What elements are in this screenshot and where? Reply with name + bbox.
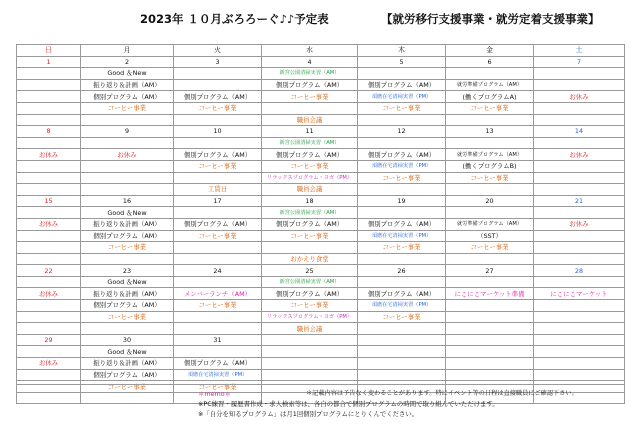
date-row — [17, 195, 625, 207]
event-cell — [534, 358, 625, 370]
event-cell: コーヒー事業 — [446, 172, 534, 184]
event-cell: 振り返り＆計画（AM） — [81, 218, 174, 230]
event-cell: 個別プログラム（AM） — [262, 218, 358, 230]
weekday-fri: 金 — [446, 45, 534, 57]
event-cell — [534, 207, 625, 219]
event-cell: コーヒー事業 — [446, 242, 534, 254]
event-cell — [534, 346, 625, 358]
event-cell: コーヒー事業 — [174, 300, 262, 312]
event-cell — [534, 137, 625, 149]
date-cell: 31 — [174, 334, 262, 346]
event-cell: リラックスプログラム・ヨガ（PM） — [262, 311, 358, 323]
calendar-table — [16, 44, 625, 404]
event-cell — [446, 253, 534, 265]
memo-note-3: ※「自分を知るプログラム」は月1回個別プログラムにとりくんでください。 — [198, 410, 419, 418]
date-row — [17, 126, 625, 138]
date-cell: 18 — [262, 195, 358, 207]
date-cell — [534, 334, 625, 346]
event-cell: 職員会議 — [262, 323, 358, 335]
event-cell — [534, 102, 625, 114]
event-row — [17, 137, 625, 149]
event-cell: Good ＆New — [81, 276, 174, 288]
weekday-tue: 火 — [174, 45, 262, 57]
event-cell: お休み — [17, 288, 81, 300]
date-row — [17, 56, 625, 68]
event-cell: 個別プログラム（AM） — [81, 91, 174, 103]
event-cell: 個別プログラム（AM） — [262, 149, 358, 161]
event-cell: 須磨在宅清掃実習（PM） — [174, 369, 262, 381]
event-cell — [174, 79, 262, 91]
title-right: 【就労移行支援事業・就労定着支援事業】 — [381, 12, 600, 26]
date-cell: 24 — [174, 265, 262, 277]
event-row — [17, 276, 625, 288]
event-cell: コーヒー事業 — [358, 172, 446, 184]
memo-note-2: ※PC練習・履歴書作成・求人検索等は、各自の都合で個別プログラムの時間で取り組んでいただけます。 — [198, 400, 499, 408]
event-cell: 個別プログラム（AM） — [174, 358, 262, 370]
event-cell — [358, 207, 446, 219]
event-cell — [534, 172, 625, 184]
event-cell — [446, 114, 534, 126]
date-cell: 30 — [81, 334, 174, 346]
event-cell — [81, 160, 174, 172]
event-cell: 須磨在宅清掃実習（PM） — [358, 230, 446, 242]
event-cell: 個別プログラム（AM） — [358, 149, 446, 161]
title-left: 2023年 １０月ぶろろーぐ♪♪予定表 — [140, 12, 329, 26]
event-row — [17, 288, 625, 300]
event-cell — [174, 346, 262, 358]
event-cell: お休み — [17, 218, 81, 230]
event-cell: 就労準備プログラム（AM） — [446, 79, 534, 91]
date-cell: 20 — [446, 195, 534, 207]
memo-title: ＊memo＊ — [198, 390, 232, 398]
event-cell: コーヒー事業 — [262, 91, 358, 103]
date-row — [17, 265, 625, 277]
event-cell: リラックスプログラム・ヨガ（PM） — [262, 172, 358, 184]
date-cell: 3 — [174, 56, 262, 68]
event-row — [17, 358, 625, 370]
event-cell: お休み — [17, 149, 81, 161]
event-cell — [262, 102, 358, 114]
date-cell: 7 — [534, 56, 625, 68]
event-cell — [17, 184, 81, 196]
event-row — [17, 369, 625, 381]
event-cell — [262, 358, 358, 370]
event-cell: コーヒー事業 — [174, 381, 262, 393]
event-cell — [358, 114, 446, 126]
event-cell — [534, 300, 625, 312]
weekday-wed: 水 — [262, 45, 358, 57]
event-cell: コーヒー事業 — [81, 311, 174, 323]
event-cell — [262, 242, 358, 254]
event-cell: コーヒー事業 — [262, 160, 358, 172]
event-cell — [446, 311, 534, 323]
event-cell: Good ＆New — [81, 68, 174, 80]
event-cell — [174, 253, 262, 265]
event-cell: 個別プログラム（AM） — [174, 218, 262, 230]
date-cell: 25 — [262, 265, 358, 277]
date-cell — [358, 334, 446, 346]
event-row — [17, 114, 625, 126]
event-cell — [174, 172, 262, 184]
event-cell: コーヒー事業 — [174, 230, 262, 242]
event-cell — [17, 102, 81, 114]
date-cell — [262, 334, 358, 346]
event-cell: 個別プログラム（AM） — [358, 218, 446, 230]
event-cell: 就労準備プログラム（AM） — [446, 218, 534, 230]
date-cell: 4 — [262, 56, 358, 68]
event-cell — [174, 114, 262, 126]
event-row — [17, 253, 625, 265]
date-cell: 13 — [446, 126, 534, 138]
date-cell: 5 — [358, 56, 446, 68]
event-cell: 須磨在宅清掃実習（PM） — [358, 300, 446, 312]
event-cell: コーヒー事業 — [358, 311, 446, 323]
event-cell: にこにこマーケット準備 — [446, 288, 534, 300]
event-cell: （SST） — [446, 230, 534, 242]
date-cell: 2 — [81, 56, 174, 68]
event-cell — [534, 323, 625, 335]
event-cell — [358, 184, 446, 196]
event-cell — [534, 242, 625, 254]
event-cell — [81, 253, 174, 265]
event-cell — [17, 323, 81, 335]
event-cell: 振り返り＆計画（AM） — [81, 79, 174, 91]
date-cell: 19 — [358, 195, 446, 207]
event-cell — [262, 369, 358, 381]
event-cell: 個別プログラム（AM） — [81, 300, 174, 312]
event-cell — [81, 323, 174, 335]
event-row — [17, 207, 625, 219]
event-row — [17, 346, 625, 358]
date-cell: 14 — [534, 126, 625, 138]
event-cell: お休み — [534, 218, 625, 230]
event-cell: 新宮公園清掃実習（AM） — [262, 68, 358, 80]
event-row — [17, 68, 625, 80]
event-cell — [446, 300, 534, 312]
event-cell — [534, 311, 625, 323]
event-row — [17, 160, 625, 172]
event-row — [17, 311, 625, 323]
weekday-sat: 土 — [534, 45, 625, 57]
event-cell: お休み — [534, 149, 625, 161]
date-row — [17, 334, 625, 346]
event-cell: コーヒー事業 — [262, 230, 358, 242]
event-cell: 工賃日 — [174, 184, 262, 196]
date-cell: 16 — [81, 195, 174, 207]
date-cell — [446, 334, 534, 346]
event-row — [17, 230, 625, 242]
event-row — [17, 79, 625, 91]
event-cell: 個別プログラム（AM） — [358, 79, 446, 91]
event-cell — [17, 253, 81, 265]
date-cell: 17 — [174, 195, 262, 207]
event-cell — [17, 311, 81, 323]
event-cell: コーヒー事業 — [174, 160, 262, 172]
event-cell: 個別プログラム（AM） — [81, 369, 174, 381]
event-cell: 個別プログラム（AM） — [358, 288, 446, 300]
event-cell — [534, 68, 625, 80]
event-cell: 須磨在宅清掃実習（PM） — [358, 91, 446, 103]
memo-notes — [198, 399, 499, 419]
date-cell: 21 — [534, 195, 625, 207]
event-cell: 個別プログラム（AM） — [81, 230, 174, 242]
event-cell — [17, 207, 81, 219]
event-cell — [358, 358, 446, 370]
event-row — [17, 91, 625, 103]
event-cell: お休み — [534, 91, 625, 103]
event-cell: 職員会議 — [262, 114, 358, 126]
event-cell: メンバーランチ（AM） — [174, 288, 262, 300]
event-cell: 新宮公園清掃実習（AM） — [262, 137, 358, 149]
event-cell — [446, 369, 534, 381]
event-cell — [174, 207, 262, 219]
event-cell — [17, 172, 81, 184]
event-cell: Good ＆New — [81, 346, 174, 358]
weekday-mon: 月 — [81, 45, 174, 57]
event-cell — [81, 114, 174, 126]
event-cell — [358, 369, 446, 381]
event-cell — [17, 369, 81, 381]
event-row — [17, 300, 625, 312]
event-cell — [81, 172, 174, 184]
event-cell: 個別プログラム（AM） — [174, 149, 262, 161]
event-cell — [534, 230, 625, 242]
event-cell — [446, 346, 534, 358]
event-cell: 振り返り＆計画（AM） — [81, 288, 174, 300]
date-cell: 28 — [534, 265, 625, 277]
event-cell — [17, 114, 81, 126]
event-cell: コーヒー事業 — [174, 102, 262, 114]
event-cell — [446, 276, 534, 288]
date-cell: 8 — [17, 126, 81, 138]
event-cell: 須磨在宅清掃実習（PM） — [358, 160, 446, 172]
event-cell — [446, 358, 534, 370]
event-cell — [446, 68, 534, 80]
date-cell: 22 — [17, 265, 81, 277]
event-row — [17, 242, 625, 254]
memo-note-1: ＊記載内容は予告なく変わることがあります。特にイベント等の日程は直接職員にご確認下さい。 — [306, 390, 578, 397]
event-cell: 就労準備プログラム（AM） — [446, 149, 534, 161]
event-cell — [446, 323, 534, 335]
event-cell — [358, 346, 446, 358]
event-cell: お休み — [81, 149, 174, 161]
event-cell — [17, 68, 81, 80]
event-cell: コーヒー事業 — [81, 242, 174, 254]
event-cell — [17, 137, 81, 149]
event-cell — [358, 323, 446, 335]
page-title — [0, 9, 639, 29]
event-row — [17, 218, 625, 230]
event-cell — [446, 184, 534, 196]
event-cell: 個別プログラム（AM） — [262, 288, 358, 300]
event-cell — [81, 184, 174, 196]
event-cell — [81, 137, 174, 149]
event-cell — [534, 253, 625, 265]
event-cell — [446, 207, 534, 219]
date-cell: 6 — [446, 56, 534, 68]
event-cell: 個別プログラム（AM） — [262, 79, 358, 91]
date-cell: 9 — [81, 126, 174, 138]
memo-section — [16, 384, 624, 425]
event-cell — [17, 276, 81, 288]
weekday-sun: 日 — [17, 45, 81, 57]
date-cell: 23 — [81, 265, 174, 277]
event-cell — [17, 79, 81, 91]
event-row — [17, 184, 625, 196]
event-cell — [534, 114, 625, 126]
date-cell: 29 — [17, 334, 81, 346]
event-cell: Good ＆New — [81, 207, 174, 219]
event-row — [17, 149, 625, 161]
event-row — [17, 102, 625, 114]
event-cell: 職員会議 — [262, 184, 358, 196]
event-cell: 振り返り＆計画（AM） — [81, 358, 174, 370]
event-cell: にこにこマーケット — [534, 288, 625, 300]
event-cell — [534, 79, 625, 91]
event-cell: 個別プログラム（AM） — [174, 91, 262, 103]
event-cell — [17, 300, 81, 312]
date-cell: 1 — [17, 56, 81, 68]
event-cell: お休み — [17, 358, 81, 370]
event-cell — [358, 137, 446, 149]
event-cell — [262, 346, 358, 358]
date-cell: 15 — [17, 195, 81, 207]
date-cell: 10 — [174, 126, 262, 138]
event-cell: (働くプログラムA) — [446, 91, 534, 103]
event-row — [17, 172, 625, 184]
event-cell — [446, 137, 534, 149]
event-cell: (働くプログラムB) — [446, 160, 534, 172]
event-cell: コーヒー事業 — [358, 242, 446, 254]
date-cell: 26 — [358, 265, 446, 277]
event-cell: コーヒー事業 — [358, 102, 446, 114]
weekday-thu: 木 — [358, 45, 446, 57]
event-cell: コーヒー事業 — [81, 102, 174, 114]
event-cell: 新宮公園清掃実習（AM） — [262, 276, 358, 288]
event-cell — [358, 68, 446, 80]
date-cell: 27 — [446, 265, 534, 277]
event-cell — [17, 346, 81, 358]
event-cell: コーヒー事業 — [262, 300, 358, 312]
event-cell: 新宮公園清掃実習（AM） — [262, 207, 358, 219]
event-cell — [17, 230, 81, 242]
event-cell — [358, 276, 446, 288]
date-cell: 12 — [358, 126, 446, 138]
event-cell — [174, 242, 262, 254]
date-cell: 11 — [262, 126, 358, 138]
weekday-header-row — [17, 45, 625, 57]
event-cell — [174, 137, 262, 149]
event-cell: おかえり食堂 — [262, 253, 358, 265]
event-cell — [534, 184, 625, 196]
event-cell: コーヒー事業 — [81, 381, 174, 393]
event-cell — [17, 160, 81, 172]
event-cell — [174, 276, 262, 288]
event-cell — [174, 311, 262, 323]
event-cell — [534, 276, 625, 288]
event-row — [17, 323, 625, 335]
event-cell — [534, 369, 625, 381]
event-cell — [17, 91, 81, 103]
event-cell: コーヒー事業 — [446, 102, 534, 114]
event-cell — [534, 160, 625, 172]
event-cell — [174, 323, 262, 335]
event-cell — [174, 68, 262, 80]
event-cell — [17, 242, 81, 254]
event-cell — [358, 253, 446, 265]
